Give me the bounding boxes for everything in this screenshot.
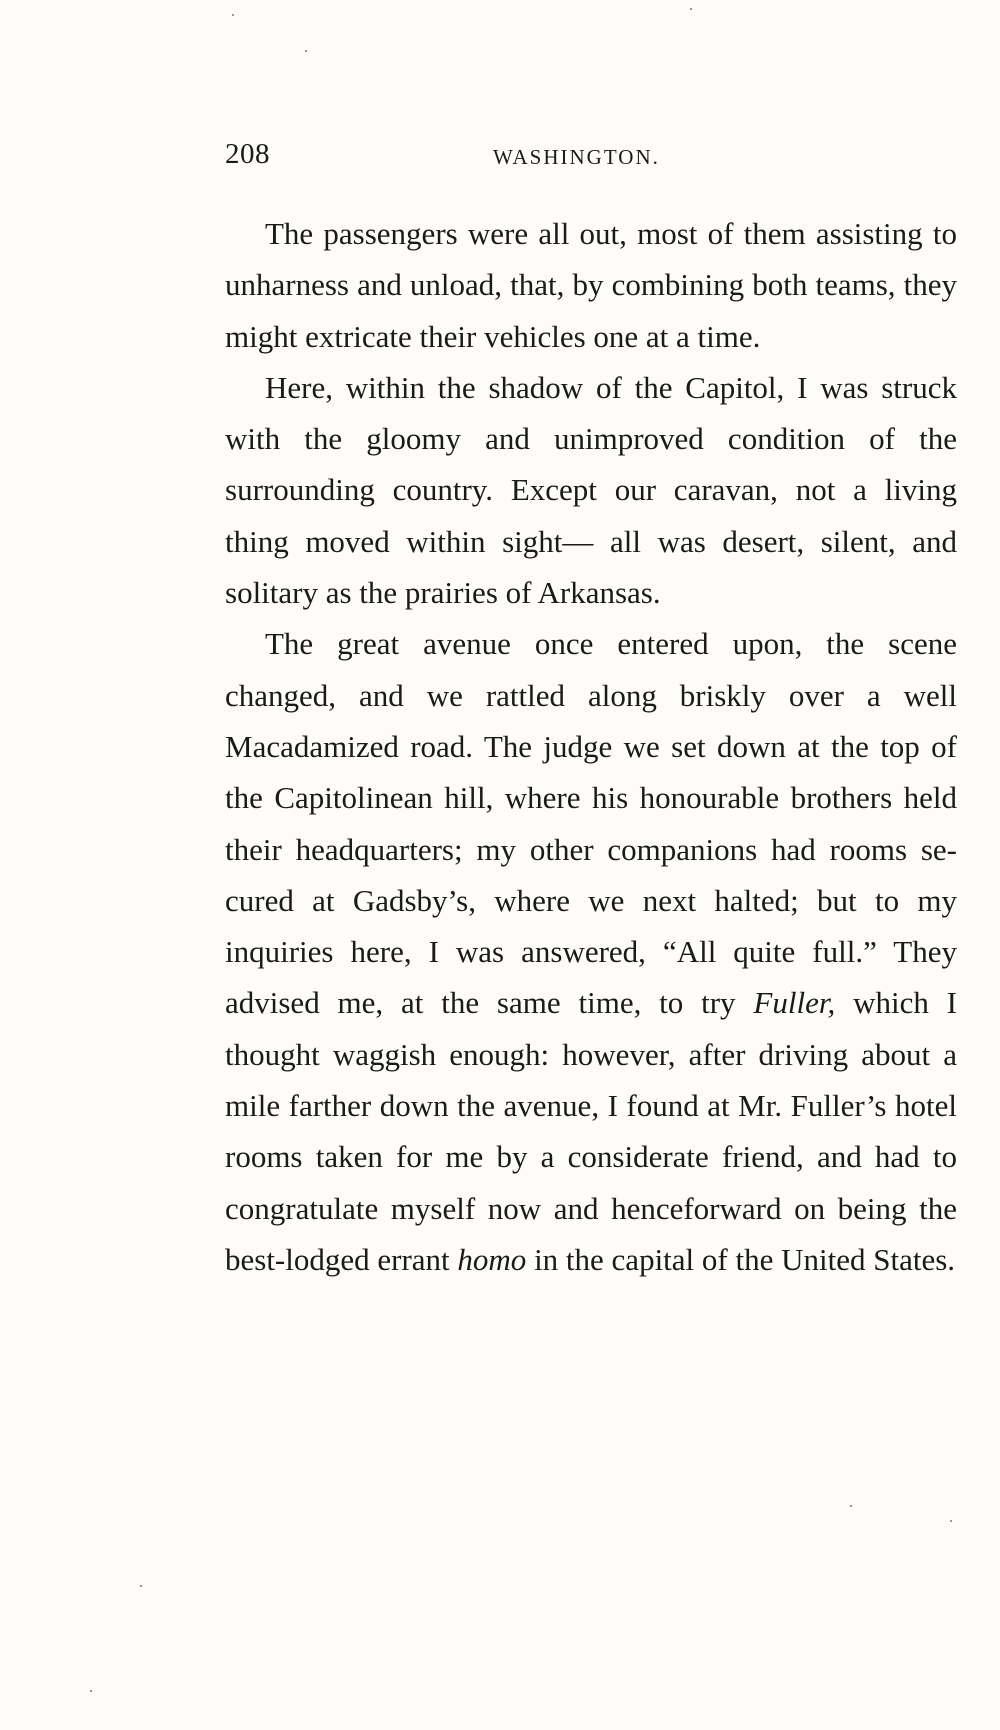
body-text (225, 208, 957, 1285)
paper-speck (850, 1505, 852, 1507)
paragraph-1 (225, 208, 957, 362)
paper-speck (305, 50, 307, 52)
paragraph-3 (225, 618, 957, 1285)
running-title: WASHINGTON. (493, 145, 660, 169)
paper-speck (90, 1690, 92, 1692)
text-segment: in the capital of the United States. (526, 1241, 956, 1277)
paper-speck (232, 14, 234, 16)
text-segment: which I thought waggish enough: however, after driving about a mile farther down the avenue, I found at Mr. Fuller’s hotel rooms taken for me by a considerate friend, and had to congratulate myself now and henceforward on being the best-lodged errant (225, 985, 957, 1277)
italic-text-homo: homo (457, 1241, 527, 1277)
running-head (225, 138, 955, 178)
italic-text-fuller: Fuller, (753, 985, 836, 1021)
text-segment: The passengers were all out, most of them assisting to unharness and unload, that, by combining both teams, they might extricate their vehicles one at a time. (225, 216, 957, 354)
paper-speck (690, 8, 692, 10)
text-segment: Here, within the shadow of the Capitol, I was struck with the gloomy and unimproved condition of the surrounding country. Except our caravan, not a living thing moved within sight— all was desert, silent, and solitary as the prairies of Arkansas. (225, 369, 957, 611)
paragraph-2 (225, 362, 957, 618)
page-number: 208 (225, 138, 270, 170)
text-segment: The great avenue once entered upon, the scene changed, and we rattled along briskly over a well Macadamized road. The judge we set down at the top of the Capitolinean hill, where his honourable brothers held their headquarters; my other companions had rooms secured at Gadsby’s, where we next halted; but to my inquiries here, I was answered, “All quite full.” They advised me, at the same time, to try (225, 626, 957, 1021)
paper-speck (950, 1520, 952, 1522)
paper-speck (140, 1585, 142, 1587)
